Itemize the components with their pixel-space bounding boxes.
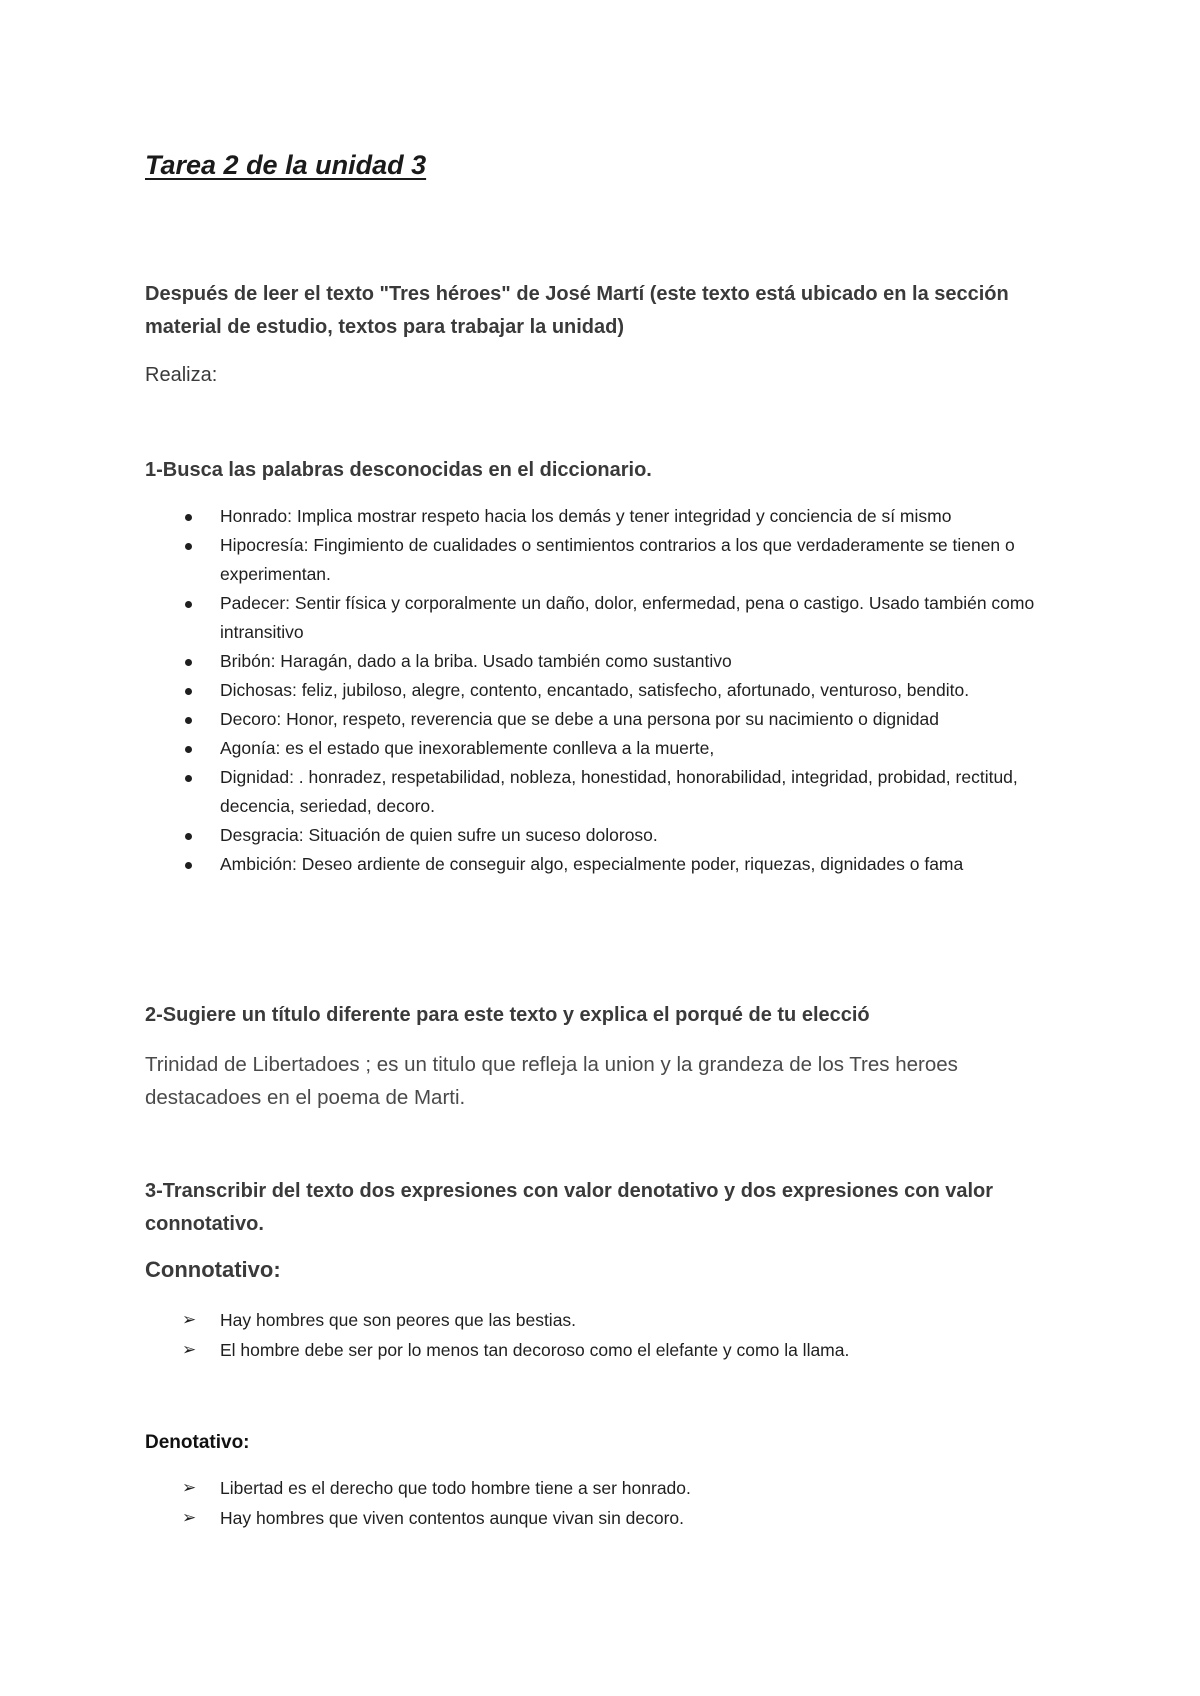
list-item [145,647,1075,676]
list-item [145,1305,1075,1335]
arrow-bullet-icon: ➢ [182,1310,197,1330]
question-2-answer: Trinidad de Libertadoes ; es un titulo que refleja la union y la grandeza de los Tres heroes destacadoes en el poema de Marti. [145,1053,958,1109]
question-1-heading: 1-Busca las palabras desconocidas en el diccionario. [145,459,652,481]
definition-text: Hipocresía: Fingimiento de cualidades o sentimientos contrarios a los que verdaderamente se tienen o experimentan. [220,535,1015,584]
realiza-label: Realiza: [145,364,218,386]
definition-text: Dichosas: feliz, jubiloso, alegre, contento, encantado, satisfecho, afortunado, venturoso, bendito. [220,680,970,700]
list-item [145,1473,1075,1503]
definition-text: Agonía: es el estado que inexorablemente conlleva a la muerte, [220,738,715,758]
definition-text: Desgracia: Situación de quien sufre un suceso doloroso. [220,825,658,845]
question-3-heading: 3-Transcribir del texto dos expresiones con valor denotativo y dos expresiones con valor connotativo. [145,1180,994,1235]
list-item [145,676,1075,705]
list-item [145,589,1075,647]
arrow-bullet-icon: ➢ [182,1340,197,1360]
list-item [145,850,1075,879]
list-item [145,734,1075,763]
definition-text: Bribón: Haragán, dado a la briba. Usado también como sustantivo [220,651,732,671]
definition-text: Padecer: Sentir física y corporalmente un daño, dolor, enfermedad, pena o castigo. Usado también como intransitivo [220,593,1035,642]
connotative-text: Hay hombres que son peores que las bestias. [220,1310,577,1330]
bullet-dot-icon [185,543,192,550]
denotative-heading: Denotativo: [145,1432,250,1453]
bullet-dot-icon [185,601,192,608]
connotative-heading: Connotativo: [145,1257,281,1282]
list-item [145,502,1075,531]
denotative-list [145,1473,1075,1533]
bullet-dot-icon [185,746,192,753]
bullet-dot-icon [185,688,192,695]
bullet-dot-icon [185,717,192,724]
connotative-list [145,1305,1075,1365]
denotative-text: Libertad es el derecho que todo hombre tiene a ser honrado. [220,1478,691,1498]
bullet-dot-icon [185,659,192,666]
list-item [145,1503,1075,1533]
list-item [145,531,1075,589]
bullet-dot-icon [185,833,192,840]
list-item [145,763,1075,821]
arrow-bullet-icon: ➢ [182,1478,197,1498]
list-item [145,1335,1075,1365]
bullet-dot-icon [185,775,192,782]
question-2-heading: 2-Sugiere un título diferente para este texto y explica el porqué de tu elecció [145,1004,870,1026]
denotative-text: Hay hombres que viven contentos aunque vivan sin decoro. [220,1508,685,1528]
definition-text: Ambición: Deseo ardiente de conseguir algo, especialmente poder, riquezas, dignidades o fama [220,854,964,874]
definition-text: Decoro: Honor, respeto, reverencia que se debe a una persona por su nacimiento o dignidad [220,709,939,729]
bullet-dot-icon [185,862,192,869]
document-title: Tarea 2 de la unidad 3 [145,150,427,180]
definitions-list [145,502,1075,879]
arrow-bullet-icon: ➢ [182,1508,197,1528]
list-item [145,705,1075,734]
connotative-text: El hombre debe ser por lo menos tan decoroso como el elefante y como la llama. [220,1340,850,1360]
definition-text: Dignidad: . honradez, respetabilidad, nobleza, honestidad, honorabilidad, integridad, probidad, rectitud, decencia, seriedad, decoro. [220,767,1018,816]
intro-paragraph: Después de leer el texto "Tres héroes" de José Martí (este texto está ubicado en la sección material de estudio, textos para trabajar la unidad) [145,283,1009,338]
bullet-dot-icon [185,514,192,521]
list-item [145,821,1075,850]
definition-text: Honrado: Implica mostrar respeto hacia los demás y tener integridad y conciencia de sí mismo [220,506,952,526]
